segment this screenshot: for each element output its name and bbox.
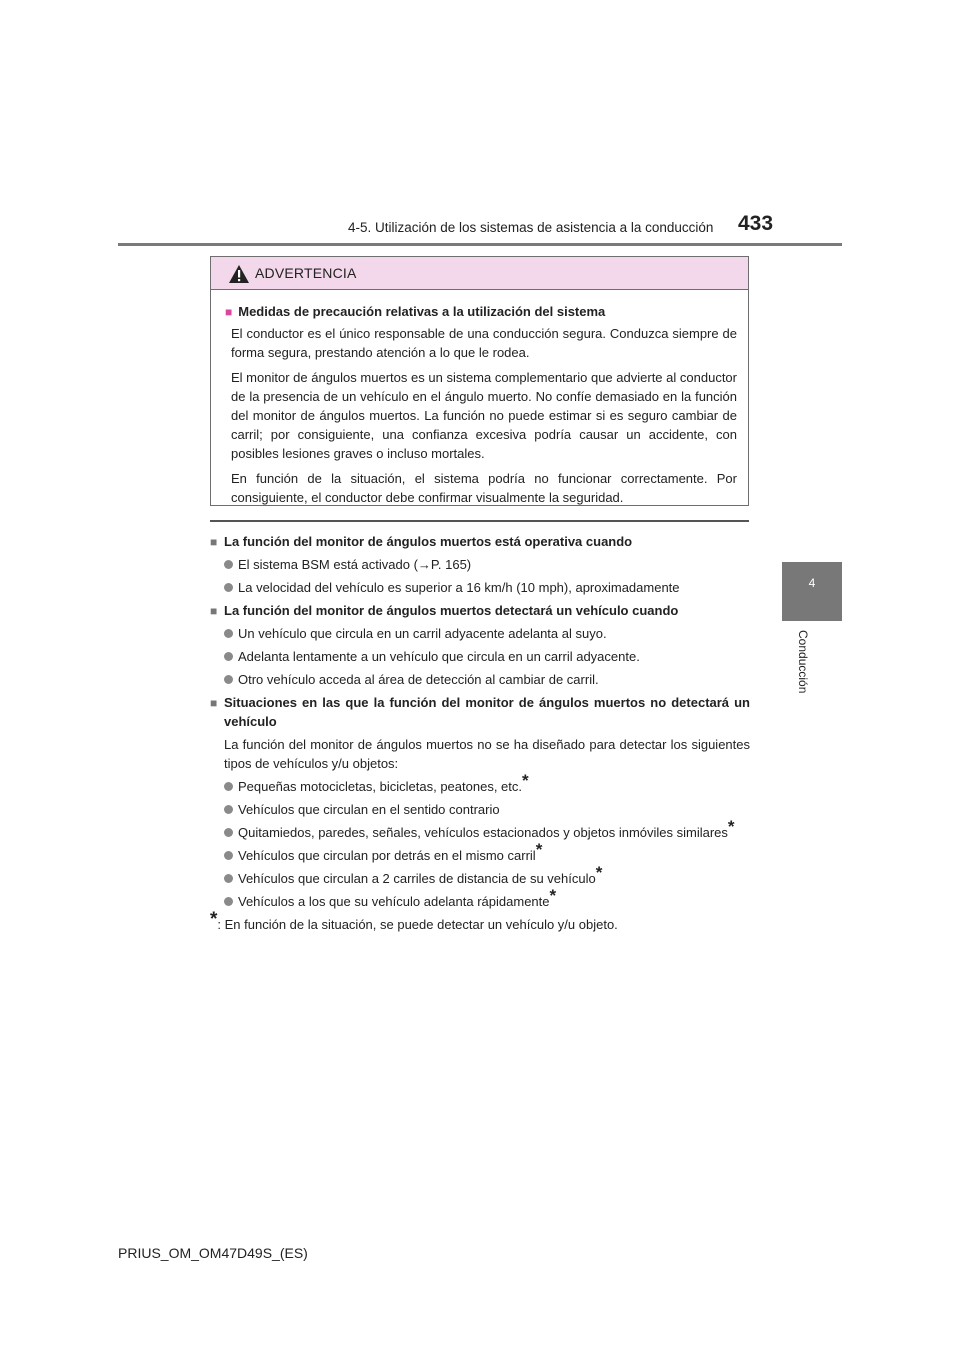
warning-paragraph: El conductor es el único responsable de una conducción segura. Conduzca siempre de forma segura, prestando atención a lo que le rodea. bbox=[231, 326, 737, 360]
header-rule bbox=[118, 243, 842, 246]
square-bullet-icon: ■ bbox=[225, 305, 233, 319]
section-heading: ■ La función del monitor de ángulos muertos detectará un vehículo cuando bbox=[210, 601, 750, 620]
bullet-dot-icon bbox=[224, 675, 233, 684]
square-bullet-icon: ■ bbox=[210, 696, 218, 710]
asterisk-mark: * bbox=[210, 909, 218, 930]
list-item: Otro vehículo acceda al área de detección al cambiar de carril. bbox=[210, 670, 750, 689]
warning-paragraph: El monitor de ángulos muertos es un sistema complementario que advierte al conductor de la presencia de un vehículo en el ángulo muerto. No confíe demasiado en la función del monitor de ángulos muertos. La función no puede estimar si es seguro cambiar de carril; por consiguiente, una confianza excesiva podría causar un accidente, con posibles lesiones graves o incluso mortales. bbox=[231, 370, 737, 461]
running-header: 4-5. Utilización de los sistemas de asistencia a la conducción bbox=[348, 220, 714, 235]
warning-header bbox=[211, 257, 748, 290]
bullet-dot-icon bbox=[224, 828, 233, 837]
warning-paragraph: En función de la situación, el sistema podría no funcionar correctamente. Por consiguiente, el conductor debe confirmar visualmente la seguridad. bbox=[231, 471, 737, 505]
bullet-dot-icon bbox=[224, 874, 233, 883]
square-bullet-icon: ■ bbox=[210, 535, 218, 549]
section-heading: ■ La función del monitor de ángulos muertos está operativa cuando bbox=[210, 532, 750, 551]
list-item: Pequeñas motocicletas, bicicletas, peatones, etc.* bbox=[210, 777, 750, 796]
list-item: Un vehículo que circula en un carril adyacente adelanta al suyo. bbox=[210, 624, 750, 643]
bullet-dot-icon bbox=[224, 897, 233, 906]
bullet-dot-icon bbox=[224, 782, 233, 791]
list-item: Vehículos a los que su vehículo adelanta rápidamente* bbox=[210, 892, 750, 911]
list-item: Vehículos que circulan en el sentido contrario bbox=[210, 800, 750, 819]
bullet-dot-icon bbox=[224, 805, 233, 814]
warning-body bbox=[211, 290, 748, 507]
bullet-dot-icon bbox=[224, 560, 233, 569]
bullet-dot-icon bbox=[224, 851, 233, 860]
list-item: El sistema BSM está activado (→P. 165) bbox=[210, 555, 750, 574]
square-bullet-icon: ■ bbox=[210, 604, 218, 618]
list-item: Quitamiedos, paredes, señales, vehículos estacionados y objetos inmóviles similares* bbox=[210, 823, 750, 842]
asterisk-mark: * bbox=[595, 863, 603, 882]
bullet-dot-icon bbox=[224, 583, 233, 592]
list-item: Vehículos que circulan a 2 carriles de distancia de su vehículo* bbox=[210, 869, 750, 888]
section-heading: ■ Situaciones en las que la función del monitor de ángulos muertos no detectará un vehículo bbox=[210, 695, 750, 729]
warning-title: ADVERTENCIA bbox=[255, 265, 357, 281]
chapter-label: Conducción bbox=[796, 630, 810, 694]
bullet-dot-icon bbox=[224, 652, 233, 661]
chapter-number: 4 bbox=[808, 576, 816, 590]
chapter-tab[interactable] bbox=[782, 562, 842, 621]
footnote: *: En función de la situación, se puede detectar un vehículo y/u objeto. bbox=[210, 909, 618, 932]
section-intro: La función del monitor de ángulos muertos no se ha diseñado para detectar los siguientes tipos de vehículos y/u objetos: bbox=[224, 737, 750, 771]
warning-triangle-icon bbox=[228, 264, 250, 284]
document-id: PRIUS_OM_OM47D49S_(ES) bbox=[118, 1245, 308, 1261]
list-item: La velocidad del vehículo es superior a 16 km/h (10 mph), aproximadamente bbox=[210, 578, 750, 597]
list-item: Vehículos que circulan por detrás en el mismo carril* bbox=[210, 846, 750, 865]
asterisk-mark: * bbox=[727, 817, 735, 836]
asterisk-mark: * bbox=[535, 840, 543, 859]
list-item: Adelanta lentamente a un vehículo que circula en un carril adyacente. bbox=[210, 647, 750, 666]
warning-box bbox=[210, 256, 749, 506]
warning-subheading: ■ Medidas de precaución relativas a la utilización del sistema bbox=[225, 304, 606, 319]
main-content bbox=[210, 528, 750, 934]
asterisk-mark: * bbox=[549, 886, 557, 905]
section-separator bbox=[210, 520, 749, 522]
bullet-dot-icon bbox=[224, 629, 233, 638]
page-number: 433 bbox=[738, 212, 774, 235]
asterisk-mark: * bbox=[522, 771, 529, 790]
